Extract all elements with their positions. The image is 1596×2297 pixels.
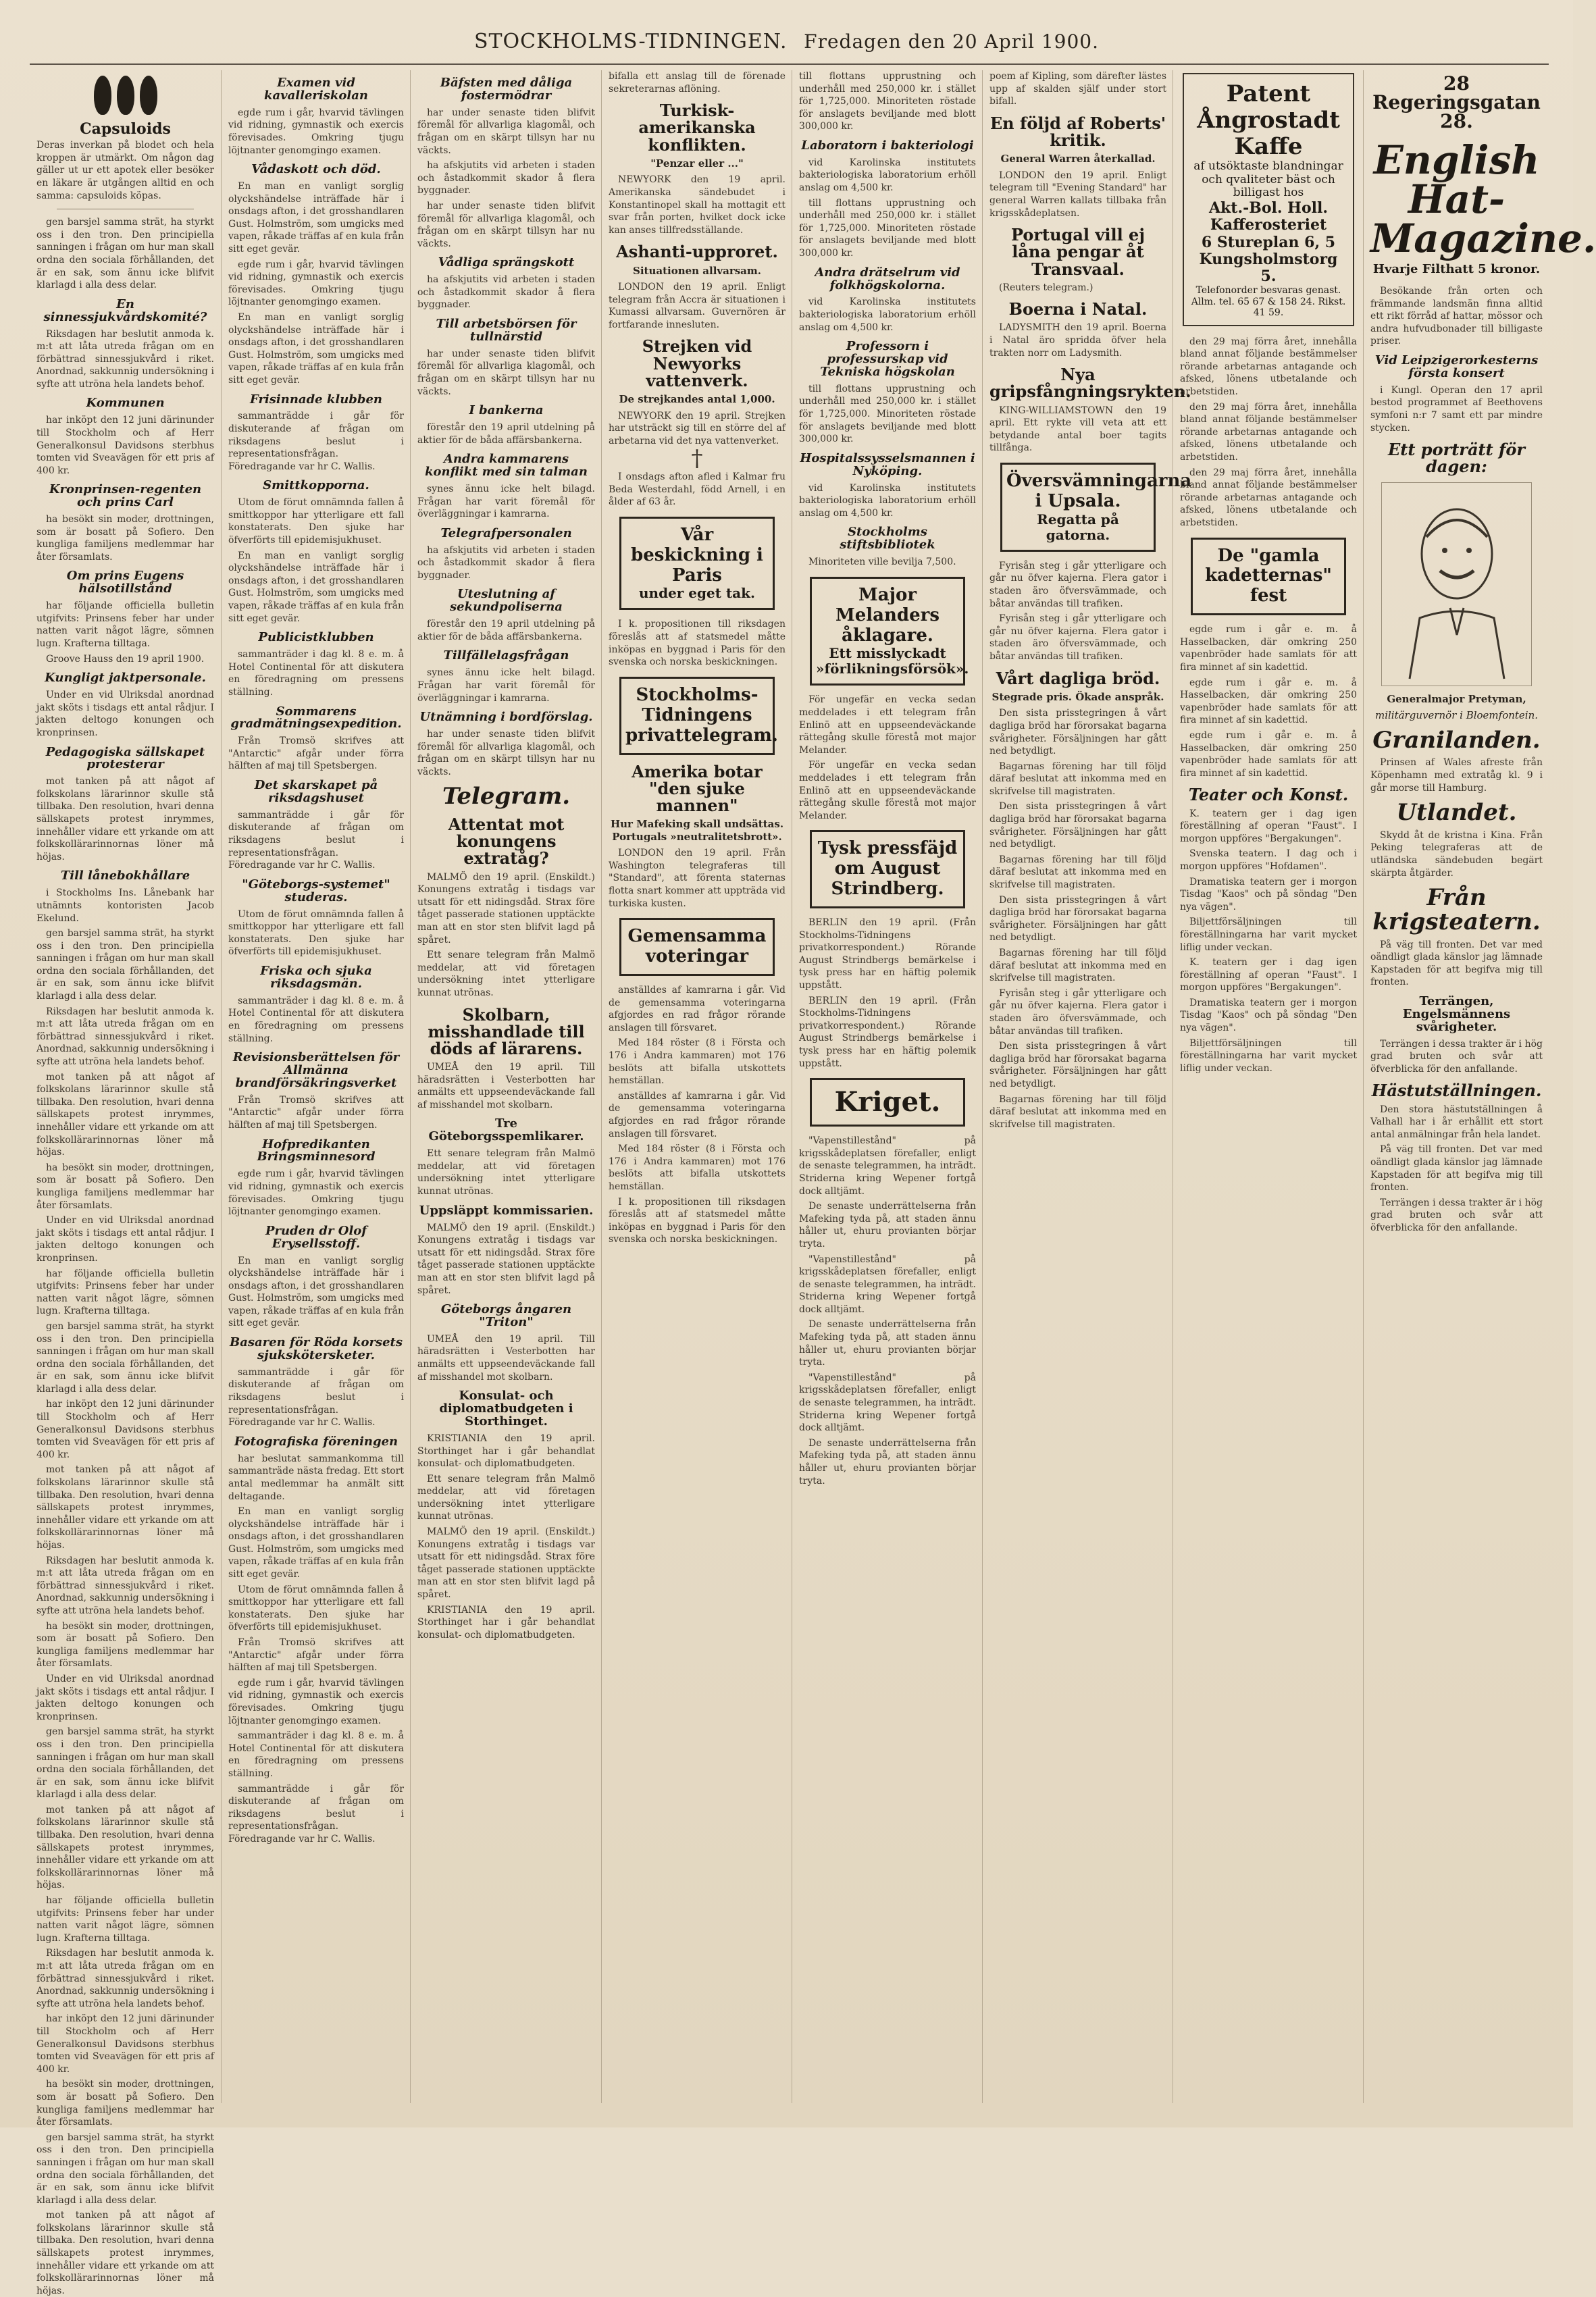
box-title: Major Melanders åklagare. (835, 584, 939, 646)
article-text: Riksdagen har beslutit anmoda k. m:t att låta utreda frågan om en förbättrad sinnessjukvård i riket. Anordnad, sakkunnig undersökning i syfte att utröna hela landets behof. (36, 1006, 214, 1068)
article-text: Terrängen i dessa trakter är i hög grad bruten och svår att öfverblicka för den anfallande. (1370, 1197, 1543, 1233)
article-text: BERLIN den 19 april. (Från Stockholms-Tidningens privatkorrespondent.) Rörande August Strindbergs bemärkelse i tysk press har en häftig polemik uppstått. (799, 995, 976, 1069)
article-text: vid Karolinska institutets bakteriologiska laboratorium erhöll anslag om 4,500 kr. (799, 157, 976, 194)
boxed-headline (1000, 463, 1192, 552)
column-6 (982, 70, 1192, 2103)
headline: Hospitalssysselsmannen i Nyköping. (800, 450, 975, 478)
article-text: MALMÖ den 19 april. (Enskildt.) Konungens extratåg i tisdags var utsatt för ett nidingsdåd. Strax före tåget passerade stationen upptäckte man att en stor sten blifvit lagd på spåret. (417, 1526, 595, 1601)
article-text: har följande officiella bulletin utgifvits: Prinsens feber har under natten varit något lägre, sömnen lugn. Krafterna tilltaga. (36, 600, 214, 650)
article-text: Utom de förut omnämnda fallen å smittkoppor har ytterligare ett fall konstaterats. Den sjuke har öfverförts till epidemisjukhuset. (228, 497, 404, 546)
article-text: "Vapenstillestånd" på krigsskådeplatsen förefaller, enligt de senaste telegrammen, ha inträdt. Striderna kring Wepener fortgå dock alltjämt. (799, 1372, 976, 1434)
article-text: har följande officiella bulletin utgifvits: Prinsens feber har under natten varit något lägre, sömnen lugn. Krafterna tilltaga. (36, 1895, 214, 1944)
article-text: i Stockholms Ins. Lånebank har utnämnts kontoristen Jacob Ekelund. (36, 887, 214, 924)
issue-date: Fredagen den 20 April 1900. (804, 30, 1100, 53)
column-7 (1173, 70, 1364, 2103)
article-text: den 29 maj förra året, innehålla bland annat följande bestämmelser rörande arbetarnas antagande och afsked, lönens utbetalande och arbetstiden. (1180, 401, 1357, 463)
article-text: MALMÖ den 19 april. (Enskildt.) Konungens extratåg i tisdags var utsatt för ett nidingsdåd. Strax före tåget passerade stationen upptäckte man att en stor sten blifvit lagd på spåret. (417, 871, 595, 946)
article-text: LONDON den 19 april. Enligt telegram till "Evening Standard" har general Warren kallats tillbaka från krigsskådeplatsen. (989, 170, 1166, 219)
article-text: Prinsen af Wales afreste från Köpenhamn med extratåg kl. 9 i går morse till Hamburg. (1370, 757, 1543, 794)
column-5 (792, 70, 983, 2103)
box-title: Vår beskickning i Paris (631, 524, 763, 586)
headline: Friska och sjuka riksdagsmän. (260, 963, 372, 991)
article-text: gen barsjel samma strät, ha styrkt oss i den tron. Den principiella sanningen i frågan om hur man skall ordna den sociala förhållanden, det är en sak, som ännu icke blifvit klarlagd i alla dess delar. (36, 2132, 214, 2206)
headline: Till lånebokhållare (60, 869, 190, 883)
article-text: I k. propositionen till riksdagen föreslås att af statsmedel måtte inköpas en byggnad i Paris för den svenska och norska beskickningen. (609, 619, 786, 668)
boxed-headline (810, 1078, 965, 1127)
article-text: Biljettförsäljningen till föreställningarna har varit mycket liflig under veckan. (1180, 917, 1357, 953)
article-text: Med 184 röster (8 i Första och 176 i Andra kammaren) mot 176 beslöts att bifalla utskottets hemställan. (609, 1037, 786, 1087)
ad-phone: Telefonorder besvaras genast. Allm. tel. 65 67 & 158 24. Rikst. 41 59. (1191, 285, 1346, 318)
ad-address: 28 Regeringsgatan 28. (1372, 72, 1541, 132)
box-title: Översvämningarna i Upsala. (1006, 471, 1192, 511)
article-text: De senaste underrättelserna från Mafeking tyda på, att staden ännu håller ut, ehuru provianten börjar tryta. (799, 1437, 976, 1487)
headline: Basaren för Röda korsets sjukskötersketer. (230, 1335, 403, 1362)
headline: Vådliga sprängskott (438, 255, 575, 270)
article-text: den 29 maj förra året, innehålla bland annat följande bestämmelser rörande arbetarnas antagande och afsked, lönens utbetalande och arbetstiden. (1180, 336, 1357, 398)
column-4 (601, 70, 792, 2103)
headline: Examen vid kavalleriskolan (264, 76, 368, 103)
headline: Stockholms stiftsbibliotek (840, 525, 935, 552)
article-text: mot tanken på att något af folkskolans lärarinnor skulle stå tillbaka. Den resolution, hvari denna sällskapets protest inrymmes, innehåller vidare ett yrkande om att folkskollärarinnornas löner må höjas. (36, 776, 214, 862)
article-text: anställdes af kamrarna i går. Vid de gemensamma voteringarna afgjordes en rad frågor rörande anslagen till försvaret. (609, 985, 786, 1033)
headline: Professorn i professurskap vid Tekniska högskolan (820, 339, 955, 379)
article-text: Bagarnas förening har till följd däraf beslutat att inkomma med en skrifvelse till magistraten. (989, 948, 1166, 984)
headline: Frisinnade klubben (249, 392, 382, 407)
headline: Publicistklubben (258, 630, 374, 645)
article-text: NEWYORK den 19 april. Amerikanska sändebudet i Konstantinopel skall ha mottagit ett svar från porten, hvilket dock icke kan anses tillfredsställande. (609, 174, 786, 236)
headline: Andra kammarens konflikt med sin talman (425, 452, 588, 480)
column-8 (1363, 70, 1596, 2103)
box-title: Gemensamma voteringar (627, 926, 767, 967)
article-text: Från Tromsö skrifves att "Antarctic" afgår under förra hälften af maj till Spetsbergen. (228, 735, 404, 772)
article-text: Ett senare telegram från Malmö meddelar, att vid företagen undersökning intet ytterligare kunnat utrönas. (417, 1148, 595, 1197)
article-text: Skydd åt de kristna i Kina. Från Peking telegraferas att de utländska sändebuden begärt skärpta åtgärder. (1370, 829, 1543, 879)
article-text: En man en vanligt sorglig olyckshändelse inträffade här i onsdags afton, i det grosshandlaren Gust. Holmström, som umgicks med vapen, råkade träffas af en kula från sitt eget gevär. (228, 550, 404, 624)
boxed-headline (810, 577, 969, 686)
capsule-pill-icon (36, 76, 214, 119)
portrait-engraving-icon (1381, 482, 1532, 686)
article-text: till flottans upprustning och underhåll med 250,000 kr. i stället för 1,725,000. Minoriteten röstade för anslagets beviljande med blott 300,000 kr. (799, 383, 976, 445)
article-text: sammanträdde i går för diskuterande af frågan om riksdagens beslut i representationsfrågan. Föredragande var hr C. Wallis. (228, 1783, 404, 1844)
article-text: Bagarnas förening har till följd däraf beslutat att inkomma med en skrifvelse till magistraten. (989, 854, 1166, 891)
article-text: MALMÖ den 19 april. (Enskildt.) Konungens extratåg i tisdags var utsatt för ett nidingsdåd. Strax före tåget passerade stationen upptäckte man att en stor sten blifvit lagd på spåret. (417, 1222, 595, 1296)
article-text: En man en vanligt sorglig olyckshändelse inträffade här i onsdags afton, i det grosshandlaren Gust. Holmström, som umgicks med vapen, råkade träffas af en kula från sitt eget gevär. (228, 181, 404, 255)
article-text: K. teatern ger i dag igen föreställning af operan "Faust". I morgon uppföres "Bergakungen". (1180, 808, 1357, 844)
headline: Amerika botar "den sjuke mannen" (632, 761, 763, 815)
article-text: sammanträder i dag kl. 8 e. m. å Hotel Continental för att diskutera en föredragning om pressens ställning. (228, 995, 404, 1044)
headline: Utlandet. (1396, 799, 1517, 827)
article-text: till flottans upprustning och underhåll med 250,000 kr. i stället för 1,725,000. Minoriteten röstade för anslagets beviljande med blott 300,000 kr. (799, 71, 976, 132)
article-text: gen barsjel samma strät, ha styrkt oss i den tron. Den principiella sanningen i frågan om hur man skall ordna den sociala förhållanden, det är en sak, som ännu icke blifvit klarlagd i alla dess delar. (36, 1320, 214, 1395)
headline: Pruden dr Olof Erysellsstoff. (265, 1223, 367, 1251)
article-text: sammanträdde i går för diskuterande af frågan om riksdagens beslut i representationsfrågan. Föredragande var hr C. Wallis. (228, 411, 404, 472)
headline: I bankerna (469, 403, 544, 418)
article-text: till flottans upprustning och underhåll med 250,000 kr. i stället för 1,725,000. Minoriteten röstade för anslagets beviljande med blott 300,000 kr. (799, 197, 976, 259)
article-text: sammanträder i dag kl. 8 e. m. å Hotel Continental för att diskutera en föredragning om pressens ställning. (228, 1730, 404, 1779)
article-text: Från Tromsö skrifves att "Antarctic" afgår under förra hälften af maj till Spetsbergen. (228, 1094, 404, 1131)
article-text: egde rum i går, hvarvid tävlingen vid ridning, gymnastik och exercis förevisades. Omkring tjugu löjtnanter genomgingo examen. (228, 1677, 404, 1726)
article-text: mot tanken på att något af folkskolans lärarinnor skulle stå tillbaka. Den resolution, hvari denna sällskapets protest inrymmes, innehåller vidare ett yrkande om att folkskollärarinnornas löner må höjas. (36, 2210, 214, 2296)
article-text: UMEÅ den 19 april. Till häradsrätten i Vesterbotten har anmälts ett uppseendeväckande fall af misshandel mot skolbarn. (417, 1333, 595, 1383)
article-text: Riksdagen har beslutit anmoda k. m:t att låta utreda frågan om en förbättrad sinnessjukvård i riket. Anordnad, sakkunnig undersökning i syfte att utröna hela landets behof. (36, 1555, 214, 1616)
article-text: På väg till fronten. Det var med oändligt glada känslor jag lämnade Kapstaden för att begifva mig till fronten. (1370, 1144, 1543, 1193)
article-text: I onsdags afton afled i Kalmar fru Beda Westerdahl, född Arnell, i en ålder af 63 år. (609, 471, 786, 508)
article-text: ha besökt sin moder, drottningen, som är bosatt på Sofiero. Den kungliga familjens medlemmar har åter församlats. (36, 514, 214, 563)
headline: Om prins Eugens hälsotillstånd (66, 569, 184, 596)
article-text: ha besökt sin moder, drottningen, som är bosatt på Sofiero. Den kungliga familjens medlemmar har åter församlats. (36, 1162, 214, 1211)
subheadline: Hur Mafeking skall undsättas. Portugals »neutralitetsbrott». (610, 818, 784, 843)
headline: Det skarskapet på riksdagshuset (254, 778, 378, 805)
article-text: förestår den 19 april utdelning på aktier för de båda affärsbankerna. (417, 619, 595, 642)
article-text: mot tanken på att något af folkskolans lärarinnor skulle stå tillbaka. Den resolution, hvari denna sällskapets protest inrymmes, innehåller vidare ett yrkande om att folkskollärarinnornas löner må höjas. (36, 1464, 214, 1551)
article-text: Minoriteten ville bevilja 7,500. (808, 557, 956, 568)
article-text: De senaste underrättelserna från Mafeking tyda på, att staden ännu håller ut, ehuru provianten börjar tryta. (799, 1201, 976, 1249)
portrait-caption-sub: militärguvernör i Bloemfontein. (1374, 709, 1539, 722)
headline: Laboratorn i bakteriologi (801, 138, 974, 153)
headline: Från krigsteatern. (1372, 884, 1541, 935)
article-text: (Reuters telegram.) (999, 282, 1093, 293)
article-text: UMEÅ den 19 april. Till häradsrätten i Vesterbotten har anmälts ett uppseendeväckande fall af misshandel mot skolbarn. (417, 1062, 595, 1110)
article-text: KRISTIANIA den 19 april. Storthinget har i går behandlat konsulat- och diplomatbudgeten. (417, 1604, 595, 1641)
box-subtitle: Regatta på gatorna. (1037, 511, 1119, 543)
headline: Turkisk-amerikanska konflikten. (638, 101, 756, 155)
headline: Terrängen, Engelsmännens svårigheter. (1402, 993, 1511, 1034)
article-text: KING-WILLIAMSTOWN den 19 april. Ett rykte vill veta att ett betydande antal boer tagits tillfånga. (989, 405, 1166, 454)
article-text: ha besökt sin moder, drottningen, som är bosatt på Sofiero. Den kungliga familjens medlemmar har åter församlats. (36, 1620, 214, 1670)
headline: En följd af Roberts' kritik. (989, 113, 1166, 150)
headline: En sinnessjukvårdskomité? (43, 296, 207, 324)
headline: Till arbetsbörsen för tullnärstid (436, 316, 577, 344)
boxed-headline (1191, 538, 1346, 616)
headline: Bäfsten med dåliga fostermödrar (440, 76, 573, 103)
headline: Ashanti-upproret. (616, 242, 778, 262)
article-text: gen barsjel samma strät, ha styrkt oss i den tron. Den principiella sanningen i frågan om hur man skall ordna den sociala förhållanden, det är en sak, som ännu icke blifvit klarlagd i alla dess delar. (36, 1726, 214, 1801)
article-text: mot tanken på att något af folkskolans lärarinnor skulle stå tillbaka. Den resolution, hvari denna sällskapets protest inrymmes, innehåller vidare ett yrkande om att folkskollärarinnornas löner må höjas. (36, 1804, 214, 1891)
headline: Ett porträtt för dagen: (1387, 440, 1526, 477)
article-text: I k. propositionen till riksdagen föreslås att af statsmedel måtte inköpas en byggnad i Paris för den svenska och norska beskickningen. (609, 1196, 786, 1245)
masthead (0, 30, 1573, 53)
article-text: De senaste underrättelserna från Mafeking tyda på, att staden ännu håller ut, ehuru provianten börjar tryta. (799, 1319, 976, 1368)
ad-kaffe (1183, 73, 1354, 326)
article-text: Svenska teatern. I dag och i morgon uppföres "Hofdamen". (1180, 848, 1357, 872)
article-text: har under senaste tiden blifvit föremål för allvarliga klagomål, och frågan om en skärpt tillsyn har nu väckts. (417, 728, 595, 777)
article-text: sammanträdde i går för diskuterande af frågan om riksdagens beslut i representationsfrågan. Föredragande var hr C. Wallis. (228, 1366, 404, 1428)
headline: Kommunen (86, 396, 165, 411)
article-text: den 29 maj förra året, innehålla bland annat följande bestämmelser rörande arbetarnas antagande och afsked, lönens utbetalande och arbetstiden. (1180, 467, 1357, 528)
article-text: Den sista prisstegringen å vårt dagliga bröd har förorsakat bagarna svårigheter. Försäljningen har gått ned betydligt. (989, 708, 1166, 757)
boxed-headline (810, 830, 965, 908)
article-text: För ungefär en vecka sedan meddelades i ett telegram från Enlinö att en uppseendeväckande rättegång skulle förestå mot major Melander. (799, 694, 976, 756)
article-text: mot tanken på att något af folkskolans lärarinnor skulle stå tillbaka. Den resolution, hvari denna sällskapets protest inrymmes, innehåller vidare ett yrkande om att folkskollärarinnornas löner må höjas. (36, 1071, 214, 1158)
box-subtitle: Ett misslyckadt »förlikningsförsök». (816, 645, 969, 677)
article-text: anställdes af kamrarna i går. Vid de gemensamma voteringarna afgjordes en rad frågor rörande anslagen till försvaret. (609, 1090, 786, 1139)
headline: Granilanden. (1372, 726, 1541, 754)
article-text: förestår den 19 april utdelning på aktier för de båda affärsbankerna. (417, 422, 595, 446)
article-text: NEWYORK den 19 april. Strejken har utsträckt sig till en större del af arbetarna vid det nya vattenverket. (609, 410, 786, 446)
article-text: har under senaste tiden blifvit föremål för allvarliga klagomål, och frågan om en skärpt tillsyn har nu väckts. (417, 200, 595, 249)
dagger-cross-icon: † (691, 445, 703, 473)
ad-company: Akt.-Bol. Holl. Kafferosteriet (1208, 199, 1329, 234)
article-text: Bagarnas förening har till följd däraf beslutat att inkomma med en skrifvelse till magistraten. (989, 1093, 1166, 1130)
article-text: Den sista prisstegringen å vårt dagliga bröd har förorsakat bagarna svårigheter. Försäljningen har gått ned betydligt. (989, 801, 1166, 850)
article-text: En man en vanligt sorglig olyckshändelse inträffade här i onsdags afton, i det grosshandlaren Gust. Holmström, som umgicks med vapen, råkade träffas af en kula från sitt eget gevär. (228, 1506, 404, 1580)
headline: Uppsläppt kommissarien. (419, 1203, 594, 1218)
headline: Göteborgs ångaren "Triton" (440, 1302, 572, 1329)
article-text: För ungefär en vecka sedan meddelades i ett telegram från Enlinö att en uppseendeväckande rättegång skulle förestå mot major Melander. (799, 760, 976, 821)
subheadline: De strejkandes antal 1,000. (619, 393, 775, 406)
headline: Pedagogiska sällskapet protesterar (45, 744, 205, 772)
article-text: har inköpt den 12 juni därinunder till Stockholm och af Herr Generalkonsul Davidsons sterbhus tomten vid Sveavägen för ett pris af 400 kr. (36, 2013, 214, 2075)
article-text: LADYSMITH den 19 april. Boerna i Natal äro spridda öfver hela trakten norr om Ladysmith. (989, 322, 1166, 359)
headline: Telegrafpersonalen (440, 525, 572, 540)
box-title: Stockholms-Tidningens (636, 684, 758, 725)
ad-hat-magazine (1370, 72, 1596, 276)
article-text: i Kungl. Operan den 17 april bestod programmet af Beethovens symfoni n:r 7 samt ett par mindre stycken. (1370, 384, 1543, 434)
box-subtitle: privattelegram. (625, 725, 778, 746)
article-text: har inköpt den 12 juni därinunder till Stockholm och af Herr Generalkonsul Davidsons sterbhus tomten vid Sveavägen för ett pris af 400 kr. (36, 415, 214, 476)
article-text: poem af Kipling, som därefter lästes upp af skalden själf under stort bifall. (989, 71, 1166, 107)
article-text: ha afskjutits vid arbeten i staden och åstadkommit skador å flera byggnader. (417, 160, 595, 197)
headline: Attentat mot konungens extratåg? (448, 815, 565, 869)
subheadline: Situationen allvarsam. (632, 264, 761, 277)
column-2 (221, 70, 411, 2103)
article-text: Fyrisån steg i går ytterligare och går nu öfver kajerna. Flera gator i staden äro öfversvämmade, och båtar användas till trafiken. (989, 560, 1166, 609)
headline: Tillfällelagsfrågan (443, 648, 569, 663)
boxed-headline (619, 677, 778, 755)
article-text: egde rum i går e. m. å Hasselbacken, där omkring 250 vapenbröder hade samlats för att fira minnet af sin kadettid. (1180, 624, 1357, 673)
article-text: egde rum i går e. m. å Hasselbacken, där omkring 250 vapenbröder hade samlats för att fira minnet af sin kadettid. (1180, 677, 1357, 726)
telegram-heading: Telegram. (442, 783, 571, 810)
ad-price: Hvarje Filthatt 5 kronor. (1372, 262, 1541, 276)
headline: Hästutställningen. (1371, 1081, 1542, 1101)
ad-title: Patent Ångrostadt Kaffe (1197, 80, 1340, 161)
headline: Portugal vill ej låna pengar åt Transvaal. (1011, 225, 1145, 279)
article-text: Den stora hästutställningen å Valhall har i år erhållit ett stort antal anmälningar från hela landet. (1370, 1104, 1543, 1140)
article-text: ha besökt sin moder, drottningen, som är bosatt på Sofiero. Den kungliga familjens medlemmar har åter församlats. (36, 2079, 214, 2128)
article-text: Under en vid Ulriksdal anordnad jakt sköts i tisdags ett antal rådjur. I jakten deltogo konungen och kronprinsen. (36, 1215, 214, 1264)
article-text: Från Tromsö skrifves att "Antarctic" afgår under förra hälften af maj till Spetsbergen. (228, 1637, 404, 1674)
article-text: Bagarnas förening har till följd däraf beslutat att inkomma med en skrifvelse till magistraten. (989, 760, 1166, 797)
ad-capsuloids: Capsuloids (80, 120, 171, 138)
article-text: Terrängen i dessa trakter är i hög grad bruten och svår att öfverblicka för den anfallande. (1370, 1038, 1543, 1075)
headline: Strejken vid Newyorks vattenverk. (642, 336, 752, 390)
article-text: Fyrisån steg i går ytterligare och går nu öfver kajerna. Flera gator i staden äro öfversvämmade, och båtar användas till trafiken. (989, 987, 1166, 1037)
article-text: Dramatiska teatern ger i morgon Tisdag "Kaos" och på söndag "Den nya vägen". (1180, 876, 1357, 912)
headline: Vådaskott och död. (251, 162, 381, 177)
article-text: sammanträdde i går för diskuterande af frågan om riksdagens beslut i representationsfrågan. Föredragande var hr C. Wallis. (228, 809, 404, 871)
article-text: LONDON den 19 april. Enligt telegram från Accra är situationen i Kumassi allvarsam. Guvernören är fortfarande innesluten. (609, 282, 786, 330)
article-text: har inköpt den 12 juni därinunder till Stockholm och af Herr Generalkonsul Davidsons sterbhus tomten vid Sveavägen för ett pris af 400 kr. (36, 1399, 214, 1460)
headline: Kronprinsen-regenten och prins Carl (49, 482, 202, 510)
article-text: Dramatiska teatern ger i morgon Tisdag "Kaos" och på söndag "Den nya vägen". (1180, 997, 1357, 1034)
article-text: Besökande från orten och främmande landsmän finna alltid ett rikt förråd af hattar, mössor och andra hufvudbonader till billigaste priser. (1370, 286, 1543, 347)
paper-title: STOCKHOLMS-TIDNINGEN. (473, 30, 788, 53)
column-1 (30, 70, 221, 2296)
article-text: har under senaste tiden blifvit föremål för allvarliga klagomål, och frågan om en skärpt tillsyn har nu väckts. (417, 107, 595, 156)
headline: Uteslutning af sekundpoliserna (450, 587, 563, 615)
article-text: Fyrisån steg i går ytterligare och går nu öfver kajerna. Flera gator i staden äro öfversvämmade, och båtar användas till trafiken. (989, 613, 1166, 662)
article-text: egde rum i går, hvarvid tävlingen vid ridning, gymnastik och exercis förevisades. Omkring tjugu löjtnanter genomgingo examen. (228, 1168, 404, 1218)
article-text: Utom de förut omnämnda fallen å smittkoppor har ytterligare ett fall konstaterats. Den sjuke har öfverförts till epidemisjukhuset. (228, 1584, 404, 1633)
column-3 (410, 70, 602, 2103)
subheadline: Stegrade pris. Ökade anspråk. (992, 690, 1164, 703)
boxed-headline (619, 918, 775, 976)
ad-line: af utsöktaste blandningar och qvaliteter bäst och billigast hos (1193, 159, 1343, 200)
headline: Vid Leipzigerorkesterns första konsert (1374, 353, 1539, 380)
article-text: Med 184 röster (8 i Första och 176 i Andra kammaren) mot 176 beslöts att bifalla utskottets hemställan. (609, 1143, 786, 1192)
masthead-rule (30, 63, 1549, 65)
article-text: ha afskjutits vid arbeten i staden och åstadkommit skador å flera byggnader. (417, 544, 595, 581)
headline: Smittkopporna. (263, 478, 369, 493)
subheadline: "Penzar eller ..." (650, 157, 744, 170)
ad-title: English Hat-Magazine. (1370, 137, 1596, 261)
headline: Konsulat- och diplomatbudgeten i Storthinget. (439, 1389, 573, 1429)
article-text: K. teatern ger i dag igen föreställning af operan "Faust". I morgon uppföres "Bergakungen". (1180, 957, 1357, 993)
article-text: egde rum i går, hvarvid tävlingen vid ridning, gymnastik och exercis förevisades. Omkring tjugu löjtnanter genomgingo examen. (228, 107, 404, 156)
headline: Revisionsberättelsen för Allmänna brandförsäkringsverket (232, 1050, 400, 1090)
article-text: gen barsjel samma strät, ha styrkt oss i den tron. Den principiella sanningen i frågan om hur man skall ordna den sociala förhållanden, det är en sak, som ännu icke blifvit klarlagd i alla dess delar. (36, 217, 214, 291)
article-text: vid Karolinska institutets bakteriologiska laboratorium erhöll anslag om 4,500 kr. (799, 296, 976, 333)
box-title: Tysk pressfäjd om August Strindberg. (817, 838, 958, 900)
headline: Fotografiska föreningen (234, 1434, 398, 1449)
headline: Hofpredikanten Bringsminnesord (257, 1137, 376, 1164)
article-text: KRISTIANIA den 19 april. Storthinget har i går behandlat konsulat- och diplomatbudgeten. (417, 1433, 595, 1470)
portrait-sketch (1389, 490, 1524, 679)
article-text: Ett senare telegram från Malmö meddelar, att vid företagen undersökning intet ytterligare kunnat utrönas. (417, 950, 595, 998)
subheadline: General Warren återkallad. (1000, 153, 1156, 165)
headline: Kungligt jaktpersonale. (45, 671, 206, 686)
headline: Sommarens gradmätningsexpedition. (230, 704, 402, 731)
headline: Andra drätselrum vid folkhögskolorna. (815, 265, 960, 292)
article-text: har följande officiella bulletin utgifvits: Prinsens feber har under natten varit något lägre, sömnen lugn. Krafterna tilltaga. (36, 1268, 214, 1317)
headline: Tre Göteborgsspemlikarer. (428, 1116, 584, 1144)
article-text: bifalla ett anslag till de förenade sekreterarnas aflöning. (609, 71, 786, 95)
headline: Utnämning i bordförslag. (419, 710, 593, 725)
headline: Vårt dagliga bröd. (996, 668, 1160, 688)
article-text: har under senaste tiden blifvit föremål för allvarliga klagomål, och frågan om en skärpt tillsyn har nu väckts. (417, 348, 595, 397)
ad-address: 6 Stureplan 6, 5 Kungsholmstorg 5. (1199, 233, 1338, 286)
portrait-caption: Generalmajor Pretyman, (1387, 692, 1526, 705)
kriget-title: Kriget. (834, 1086, 941, 1118)
article-text: Riksdagen har beslutit anmoda k. m:t att låta utreda frågan om en förbättrad sinnessjukvård i riket. Anordnad, sakkunnig undersökning i syfte att utröna hela landets behof. (36, 1948, 214, 2009)
headline: Boerna i Natal. (1008, 299, 1148, 319)
article-text: Under en vid Ulriksdal anordnad jakt sköts i tisdags ett antal rådjur. I jakten deltogo konungen och kronprinsen. (36, 690, 214, 738)
headline: Nya gripsfångningsrykten. (989, 365, 1191, 402)
article-text: Den sista prisstegringen å vårt dagliga bröd har förorsakat bagarna svårigheter. Försäljningen har gått ned betydligt. (989, 894, 1166, 944)
article-text: BERLIN den 19 april. (Från Stockholms-Tidningens privatkorrespondent.) Rörande August Strindbergs bemärkelse i tysk press har en häftig polemik uppstått. (799, 917, 976, 991)
columns (30, 70, 1596, 2296)
article-text: "Vapenstillestånd" på krigsskådeplatsen förefaller, enligt de senaste telegrammen, ha inträdt. Striderna kring Wepener fortgå dock alltjämt. (799, 1254, 976, 1315)
headline: Teater och Konst. (1188, 785, 1349, 805)
article-text: På väg till fronten. Det var med oändligt glada känslor jag lämnade Kapstaden för att begifva mig till fronten. (1370, 939, 1543, 988)
box-subtitle: under eget tak. (639, 585, 755, 602)
article-text: Riksdagen har beslutit anmoda k. m:t att låta utreda frågan om en förbättrad sinnessjukvård i riket. Anordnad, sakkunnig undersökning i syfte att utröna hela landets behof. (36, 328, 214, 390)
article-text: Utom de förut omnämnda fallen å smittkoppor har ytterligare ett fall konstaterats. Den sjuke har öfverförts till epidemisjukhuset. (228, 908, 404, 958)
article-text: synes ännu icke helt bilagd. Frågan har varit föremål för överläggningar i kamrarna. (417, 484, 595, 520)
article-text: ha afskjutits vid arbeten i staden och åstadkommit skador å flera byggnader. (417, 274, 595, 311)
ad-text: Deras inverkan på blodet och hela kroppen är utmärkt. Om någon dag gäller ut ur ett apotek eller besöker en läkare är utgången alltid en och samma: capsuloids köpas. (36, 140, 214, 201)
article-text: En man en vanligt sorglig olyckshändelse inträffade här i onsdags afton, i det grosshandlaren Gust. Holmström, som umgicks med vapen, råkade träffas af en kula från sitt eget gevär. (228, 311, 404, 386)
article-text: Groove Hauss den 19 april 1900. (46, 653, 205, 665)
article-text: Den sista prisstegringen å vårt dagliga bröd har förorsakat bagarna svårigheter. Försäljningen har gått ned betydligt. (989, 1041, 1166, 1089)
article-text: egde rum i går, hvarvid tävlingen vid ridning, gymnastik och exercis förevisades. Omkring tjugu löjtnanter genomgingo examen. (228, 259, 404, 308)
article-text: Biljettförsäljningen till föreställningarna har varit mycket liflig under veckan. (1180, 1037, 1357, 1074)
boxed-headline (619, 517, 775, 611)
article-text: LONDON den 19 april. Från Washington telegraferas till "Standard", att förenta staternas flotta snart kommer att uppträda vid turkiska kusten. (609, 848, 786, 909)
headline: Skolbarn, misshandlade till döds af lärarens. (428, 1004, 585, 1058)
article-text: har beslutat sammankomma till sammanträde nästa fredag. Ett stort antal medlemmar ha anmält sitt deltagande. (228, 1453, 404, 1502)
article-text: synes ännu icke helt bilagd. Frågan har varit föremål för överläggningar i kamrarna. (417, 667, 595, 704)
article-text: egde rum i går e. m. å Hasselbacken, där omkring 250 vapenbröder hade samlats för att fira minnet af sin kadettid. (1180, 730, 1357, 779)
article-text: En man en vanligt sorglig olyckshändelse inträffade här i onsdags afton, i det grosshandlaren Gust. Holmström, som umgicks med vapen, råkade träffas af en kula från sitt eget gevär. (228, 1255, 404, 1329)
article-text: "Vapenstillestånd" på krigsskådeplatsen förefaller, enligt de senaste telegrammen, ha inträdt. Striderna kring Wepener fortgå dock alltjämt. (799, 1135, 976, 1197)
article-text: gen barsjel samma strät, ha styrkt oss i den tron. Den principiella sanningen i frågan om hur man skall ordna den sociala förhållanden, det är en sak, som ännu icke blifvit klarlagd i alla dess delar. (36, 928, 214, 1002)
article-text: sammanträder i dag kl. 8 e. m. å Hotel Continental för att diskutera en föredragning om pressens ställning. (228, 649, 404, 698)
article-text: vid Karolinska institutets bakteriologiska laboratorium erhöll anslag om 4,500 kr. (799, 482, 976, 519)
article-text: Ett senare telegram från Malmö meddelar, att vid företagen undersökning intet ytterligare kunnat utrönas. (417, 1473, 595, 1522)
article-text: Under en vid Ulriksdal anordnad jakt sköts i tisdags ett antal rådjur. I jakten deltogo konungen och kronprinsen. (36, 1673, 214, 1722)
box-title: De "gamla kadetternas" fest (1205, 545, 1332, 606)
headline: "Göteborgs-systemet" studeras. (242, 877, 390, 904)
